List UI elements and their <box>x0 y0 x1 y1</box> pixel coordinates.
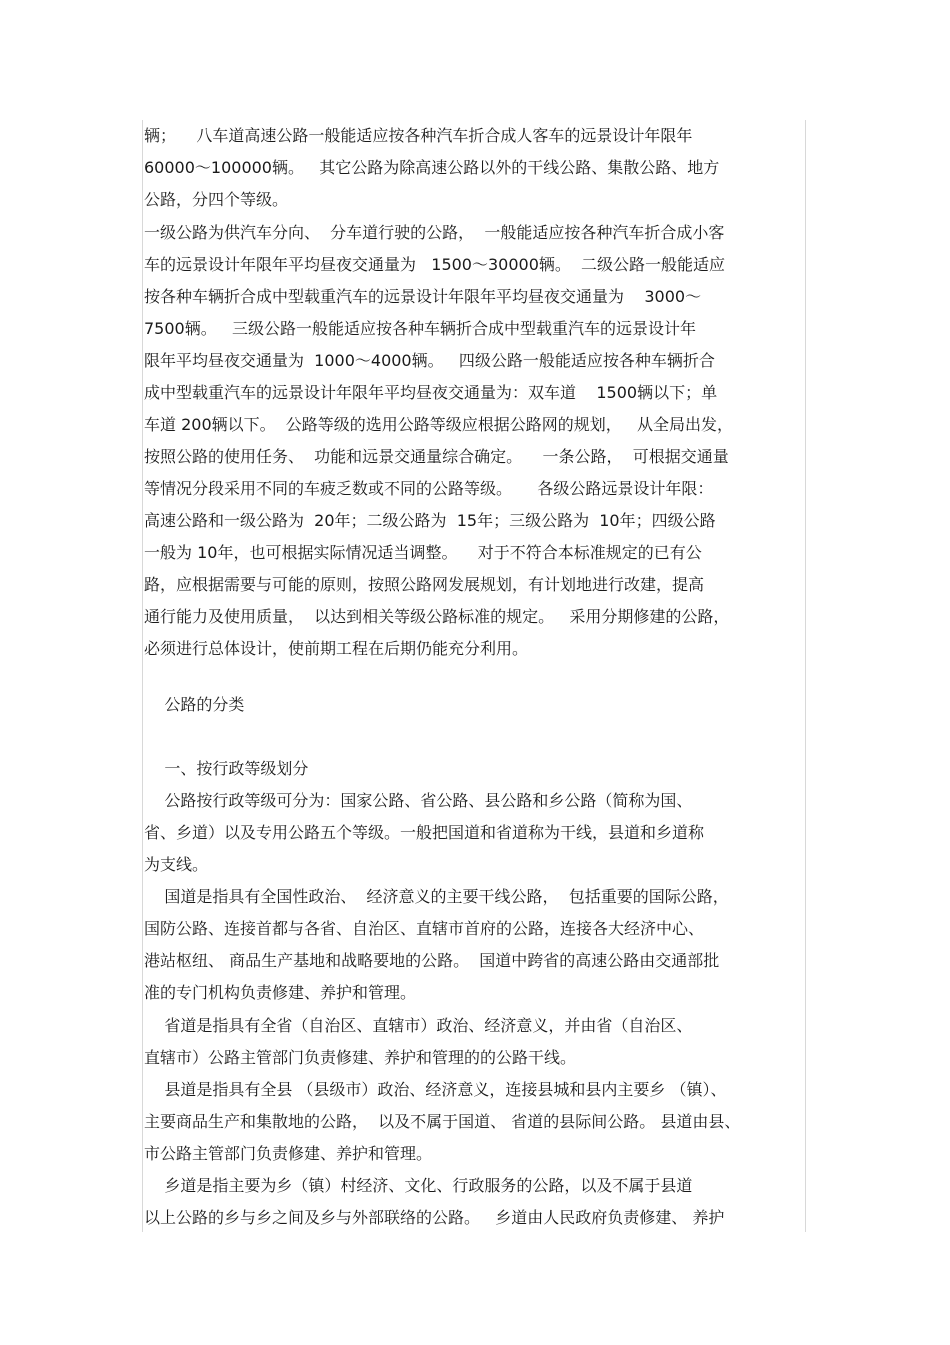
text-line: 港站枢纽、 商品生产基地和战略要地的公路。 国道中跨省的高速公路由交通部批 <box>144 951 720 970</box>
text-line: 为支线。 <box>144 855 209 874</box>
text-line: 公路，分四个等级。 <box>144 190 289 209</box>
section-heading: 公路的分类 <box>144 695 245 714</box>
text-line: 通行能力及使用质量， 以达到相关等级公路标准的规定。 采用分期修建的公路， <box>144 607 730 626</box>
text-line: 按各种车辆折合成中型载重汽车的远景设计年限年平均昼夜交通量为 3000～ <box>144 287 702 306</box>
text-line: 市公路主管部门负责修建、养护和管理。 <box>144 1144 433 1163</box>
text-line: 成中型载重汽车的远景设计年限年平均昼夜交通量为：双车道 1500辆以下；单 <box>144 383 718 402</box>
text-line: 高速公路和一级公路为 20年；二级公路为 15年；三级公路为 10年；四级公路 <box>144 511 716 530</box>
text-line: 国防公路、连接首都与各省、自治区、直辖市首府的公路，连接各大经济中心、 <box>144 919 705 938</box>
text-line: 乡道是指主要为乡（镇）村经济、文化、行政服务的公路，以及不属于县道 <box>144 1176 693 1195</box>
text-line: 车的远景设计年限年平均昼夜交通量为 1500～30000辆。 二级公路一般能适应 <box>144 255 726 274</box>
text-line: 车道 200辆以下。 公路等级的选用公路等级应根据公路网的规划， 从全局出发， <box>144 415 734 434</box>
text-line: 7500辆。 三级公路一般能适应按各种车辆折合成中型载重汽车的远景设计年 <box>144 319 696 338</box>
text-line: 直辖市）公路主管部门负责修建、养护和管理的的公路干线。 <box>144 1048 577 1067</box>
text-line: 60000～100000辆。 其它公路为除高速公路以外的干线公路、集散公路、地方 <box>144 158 720 177</box>
text-line: 一般为 10年，也可根据实际情况适当调整。 对于不符合本标准规定的已有公 <box>144 543 702 562</box>
text-line: 准的专门机构负责修建、养护和管理。 <box>144 983 417 1002</box>
text-line: 以上公路的乡与乡之间及乡与外部联络的公路。 乡道由人民政府负责修建、 养护 <box>144 1208 725 1227</box>
text-line: 按照公路的使用任务、 功能和远景交通量综合确定。 一条公路， 可根据交通量 <box>144 447 729 466</box>
text-line: 省道是指具有全省（自治区、直辖市）政治、经济意义，并由省（自治区、 <box>144 1016 693 1035</box>
text-line: 辆； 八车道高速公路一般能适应按各种汽车折合成人客车的远景设计年限年 <box>144 126 693 145</box>
text-line: 公路按行政等级可分为：国家公路、省公路、县公路和乡公路（简称为国、 <box>144 791 693 810</box>
text-line: 国道是指具有全国性政治、 经济意义的主要干线公路， 包括重要的国际公路， <box>144 887 729 906</box>
text-line: 限年平均昼夜交通量为 1000～4000辆。 四级公路一般能适应按各种车辆折合 <box>144 351 715 370</box>
text-line: 县道是指具有全县 （县级市）政治、经济意义，连接县城和县内主要乡 （镇）、 <box>144 1080 727 1099</box>
text-line: 省、乡道）以及专用公路五个等级。一般把国道和省道称为干线，县道和乡道称 <box>144 823 705 842</box>
text-line: 路，应根据需要与可能的原则，按照公路网发展规划，有计划地进行改建，提高 <box>144 575 705 594</box>
text-line: 一级公路为供汽车分向、 分车道行驶的公路， 一般能适应按各种汽车折合成小客 <box>144 223 725 242</box>
text-line: 必须进行总体设计，使前期工程在后期仍能充分利用。 <box>144 639 529 658</box>
subsection-heading: 一、按行政等级划分 <box>144 759 309 778</box>
text-line: 等情况分段采用不同的车疲乏数或不同的公路等级。 各级公路远景设计年限： <box>144 479 714 498</box>
text-line: 主要商品生产和集散地的公路， 以及不属于国道、 省道的县际间公路。 县道由县、 <box>144 1112 741 1131</box>
